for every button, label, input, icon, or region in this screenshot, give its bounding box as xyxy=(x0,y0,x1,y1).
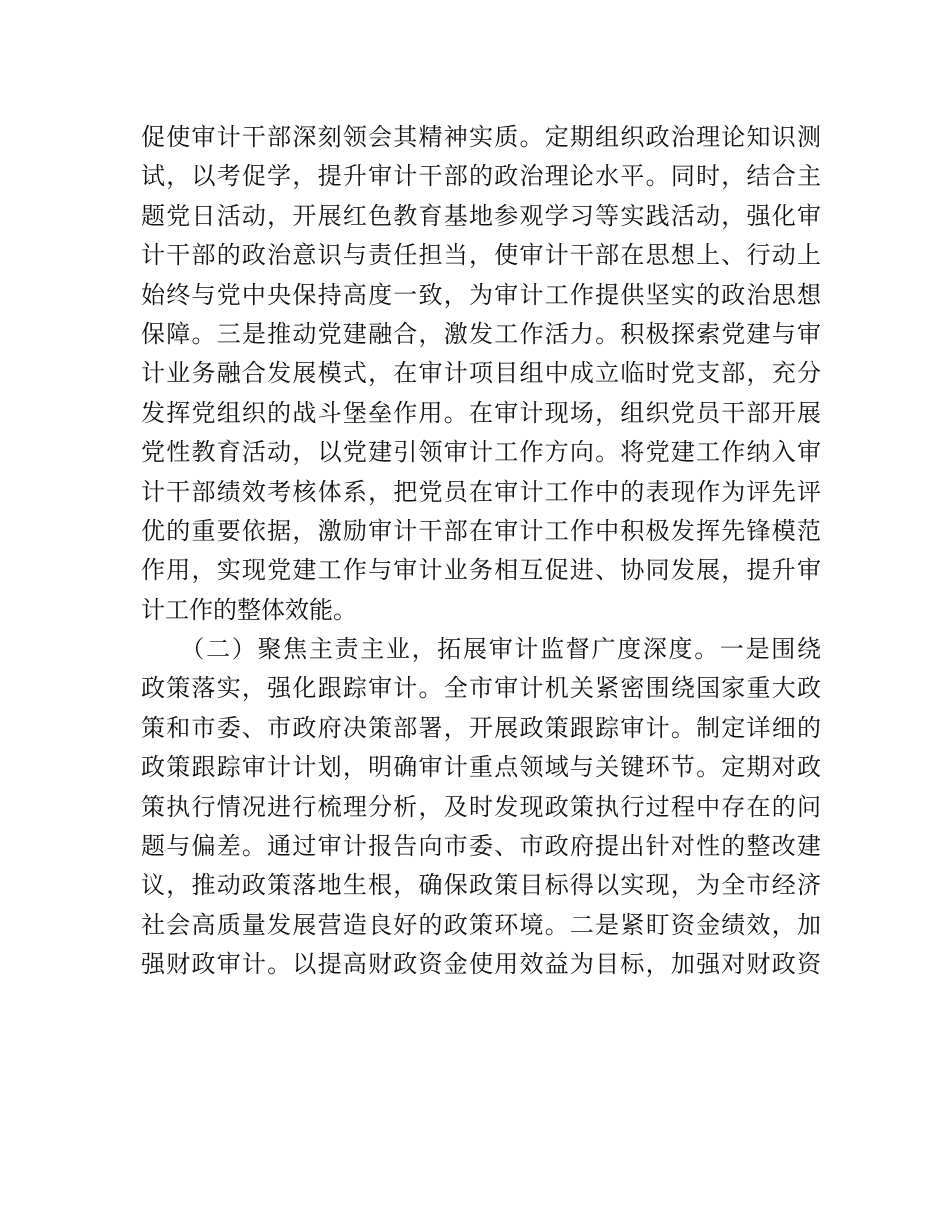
text-line: 计工作的整体效能。 xyxy=(141,595,357,624)
text-line: 促使审计干部深刻领会其精神实质。定期组织政治理论知识测 xyxy=(141,123,821,151)
text-line: 保障。三是推动党建融合，激发工作活力。积极探索党建与审 xyxy=(141,319,821,348)
text-line: 题与偏差。通过审计报告向市委、市政府提出针对性的整改建 xyxy=(141,832,821,861)
text-line: 试，以考促学，提升审计干部的政治理论水平。同时，结合主 xyxy=(141,162,821,191)
text-line: 优的重要依据，激励审计干部在审计工作中积极发挥先锋模范 xyxy=(141,516,821,545)
paragraph-party-building xyxy=(141,118,821,630)
text-line: 题党日活动，开展红色教育基地参观学习等实践活动，强化审 xyxy=(141,201,821,230)
text-line: 政策落实，强化跟踪审计。全市审计机关紧密围绕国家重大政 xyxy=(141,674,821,703)
text-line: 议，推动政策落地生根，确保政策目标得以实现，为全市经济 xyxy=(141,871,821,900)
text-line: 始终与党中央保持高度一致，为审计工作提供坚实的政治思想 xyxy=(141,280,821,309)
text-line: 发挥党组织的战斗堡垒作用。在审计现场，组织党员干部开展 xyxy=(141,398,821,427)
text-line: 政策跟踪审计计划，明确审计重点领域与关键环节。定期对政 xyxy=(141,753,821,782)
text-line: 策执行情况进行梳理分析，及时发现政策执行过程中存在的问 xyxy=(141,792,821,821)
text-line: 社会高质量发展营造良好的政策环境。二是紧盯资金绩效，加 xyxy=(141,910,821,939)
document-body xyxy=(141,118,821,985)
text-line: 作用，实现党建工作与审计业务相互促进、协同发展，提升审 xyxy=(141,556,821,585)
text-line: 计业务融合发展模式，在审计项目组中成立临时党支部，充分 xyxy=(141,359,821,388)
text-line: （二）聚焦主责主业，拓展审计监督广度深度。一是围绕 xyxy=(141,635,821,664)
text-line: 计干部绩效考核体系，把党员在审计工作中的表现作为评先评 xyxy=(141,477,821,506)
text-line: 强财政审计。以提高财政资金使用效益为目标，加强对财政资 xyxy=(141,950,821,979)
paragraph-audit-focus xyxy=(141,630,821,985)
text-line: 党性教育活动，以党建引领审计工作方向。将党建工作纳入审 xyxy=(141,438,821,467)
text-line: 策和市委、市政府决策部署，开展政策跟踪审计。制定详细的 xyxy=(141,713,821,742)
text-line: 计干部的政治意识与责任担当，使审计干部在思想上、行动上 xyxy=(141,241,821,270)
